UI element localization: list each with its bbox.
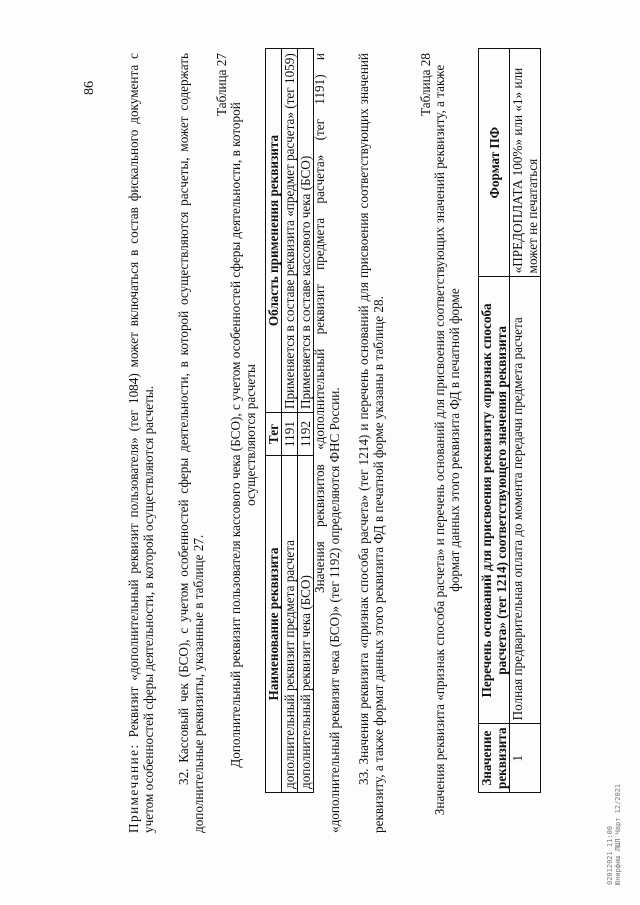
table27-cell: Применяется в составе кассового чека (БСО): [298, 49, 314, 413]
table-row: [510, 49, 541, 793]
table27-cell: дополнительный реквизит чека (БСО): [298, 456, 314, 793]
note-paragraph: [126, 53, 156, 833]
table27-header-name: Наименование реквизита: [266, 456, 282, 793]
paragraph-32: 32. Кассовый чек (БСО), с учетом особенностей сферы деятельности, в которой осуществляются расчеты, может содержать дополнительные реквизиты, указанные в таблице 27.: [176, 53, 206, 833]
table27-caption: Дополнительный реквизит пользователя кассового чека (БСО), с учетом особенностей сферы деятельности, в которой осуществляются расчеты: [228, 102, 258, 768]
stamp-line-1: 02012021 11:00: [606, 825, 614, 885]
table-27: [265, 48, 314, 793]
table27-cell: Применяется в составе реквизита «предмет расчета» (тег 1059): [282, 49, 298, 413]
table-row: [282, 49, 298, 793]
table27-cell: 1191: [282, 413, 298, 456]
table27-header-scope: Область применения реквизита: [266, 49, 282, 413]
note-label: Примечание:: [126, 743, 141, 833]
table27-header-tag: Тег: [266, 413, 282, 456]
page-number: 86: [82, 81, 97, 95]
paragraph-values: Значения реквизитов «дополнительный реквизит предмета расчета» (тег 1191) и «дополнительный реквизит чека (БСО)» (тег 1192) определяются ФНС России.: [312, 53, 342, 833]
table27-cell: 1192: [298, 413, 314, 456]
table28-cell: 1: [510, 724, 541, 793]
table28-label: Таблица 28: [418, 53, 433, 116]
table28-header-reasons: Перечень оснований для присвоения реквизиту «признак способа расчета» (тег 1214) соответствующего значения реквизита: [479, 277, 510, 724]
stamp-line-2: Юнирфиш ЛШЛ Чарт 12/2021: [614, 783, 622, 885]
table28-caption: Значения реквизита «признак способа расчета» и перечень оснований для присвоения соответствующих значений реквизиту, а также формат данных этого реквизита ФД в печатной форме: [432, 64, 462, 816]
table28-header-value: Значение реквизита: [479, 724, 510, 793]
table27-header-row: [266, 49, 282, 793]
table27-label: Таблица 27: [214, 53, 229, 116]
table-28: [478, 48, 541, 793]
table28-header-row: [479, 49, 510, 793]
table28-cell: Полная предварительная оплата до момента передачи предмета расчета: [510, 277, 541, 724]
table28-header-format: Формат ПФ: [479, 49, 510, 277]
note-text: Реквизит «дополнительный реквизит пользователя» (тег 1084) может включаться в состав фискального документа с учетом особенностей сферы деятельности, в которой осуществляются расчеты.: [126, 53, 156, 833]
print-stamp: [606, 784, 622, 885]
table28-cell: «ПРЕДОПЛАТА 100%» или «1» или может не печататься: [510, 49, 541, 277]
paragraph-33: 33. Значения реквизита «признак способа расчета» (тег 1214) и перечень оснований для присвоения соответствующих значений реквизиту, а также формат данных этого реквизита ФД в печатной форме указаны в таблице 28.: [356, 53, 386, 833]
table27-cell: дополнительный реквизит предмета расчета: [282, 456, 298, 793]
